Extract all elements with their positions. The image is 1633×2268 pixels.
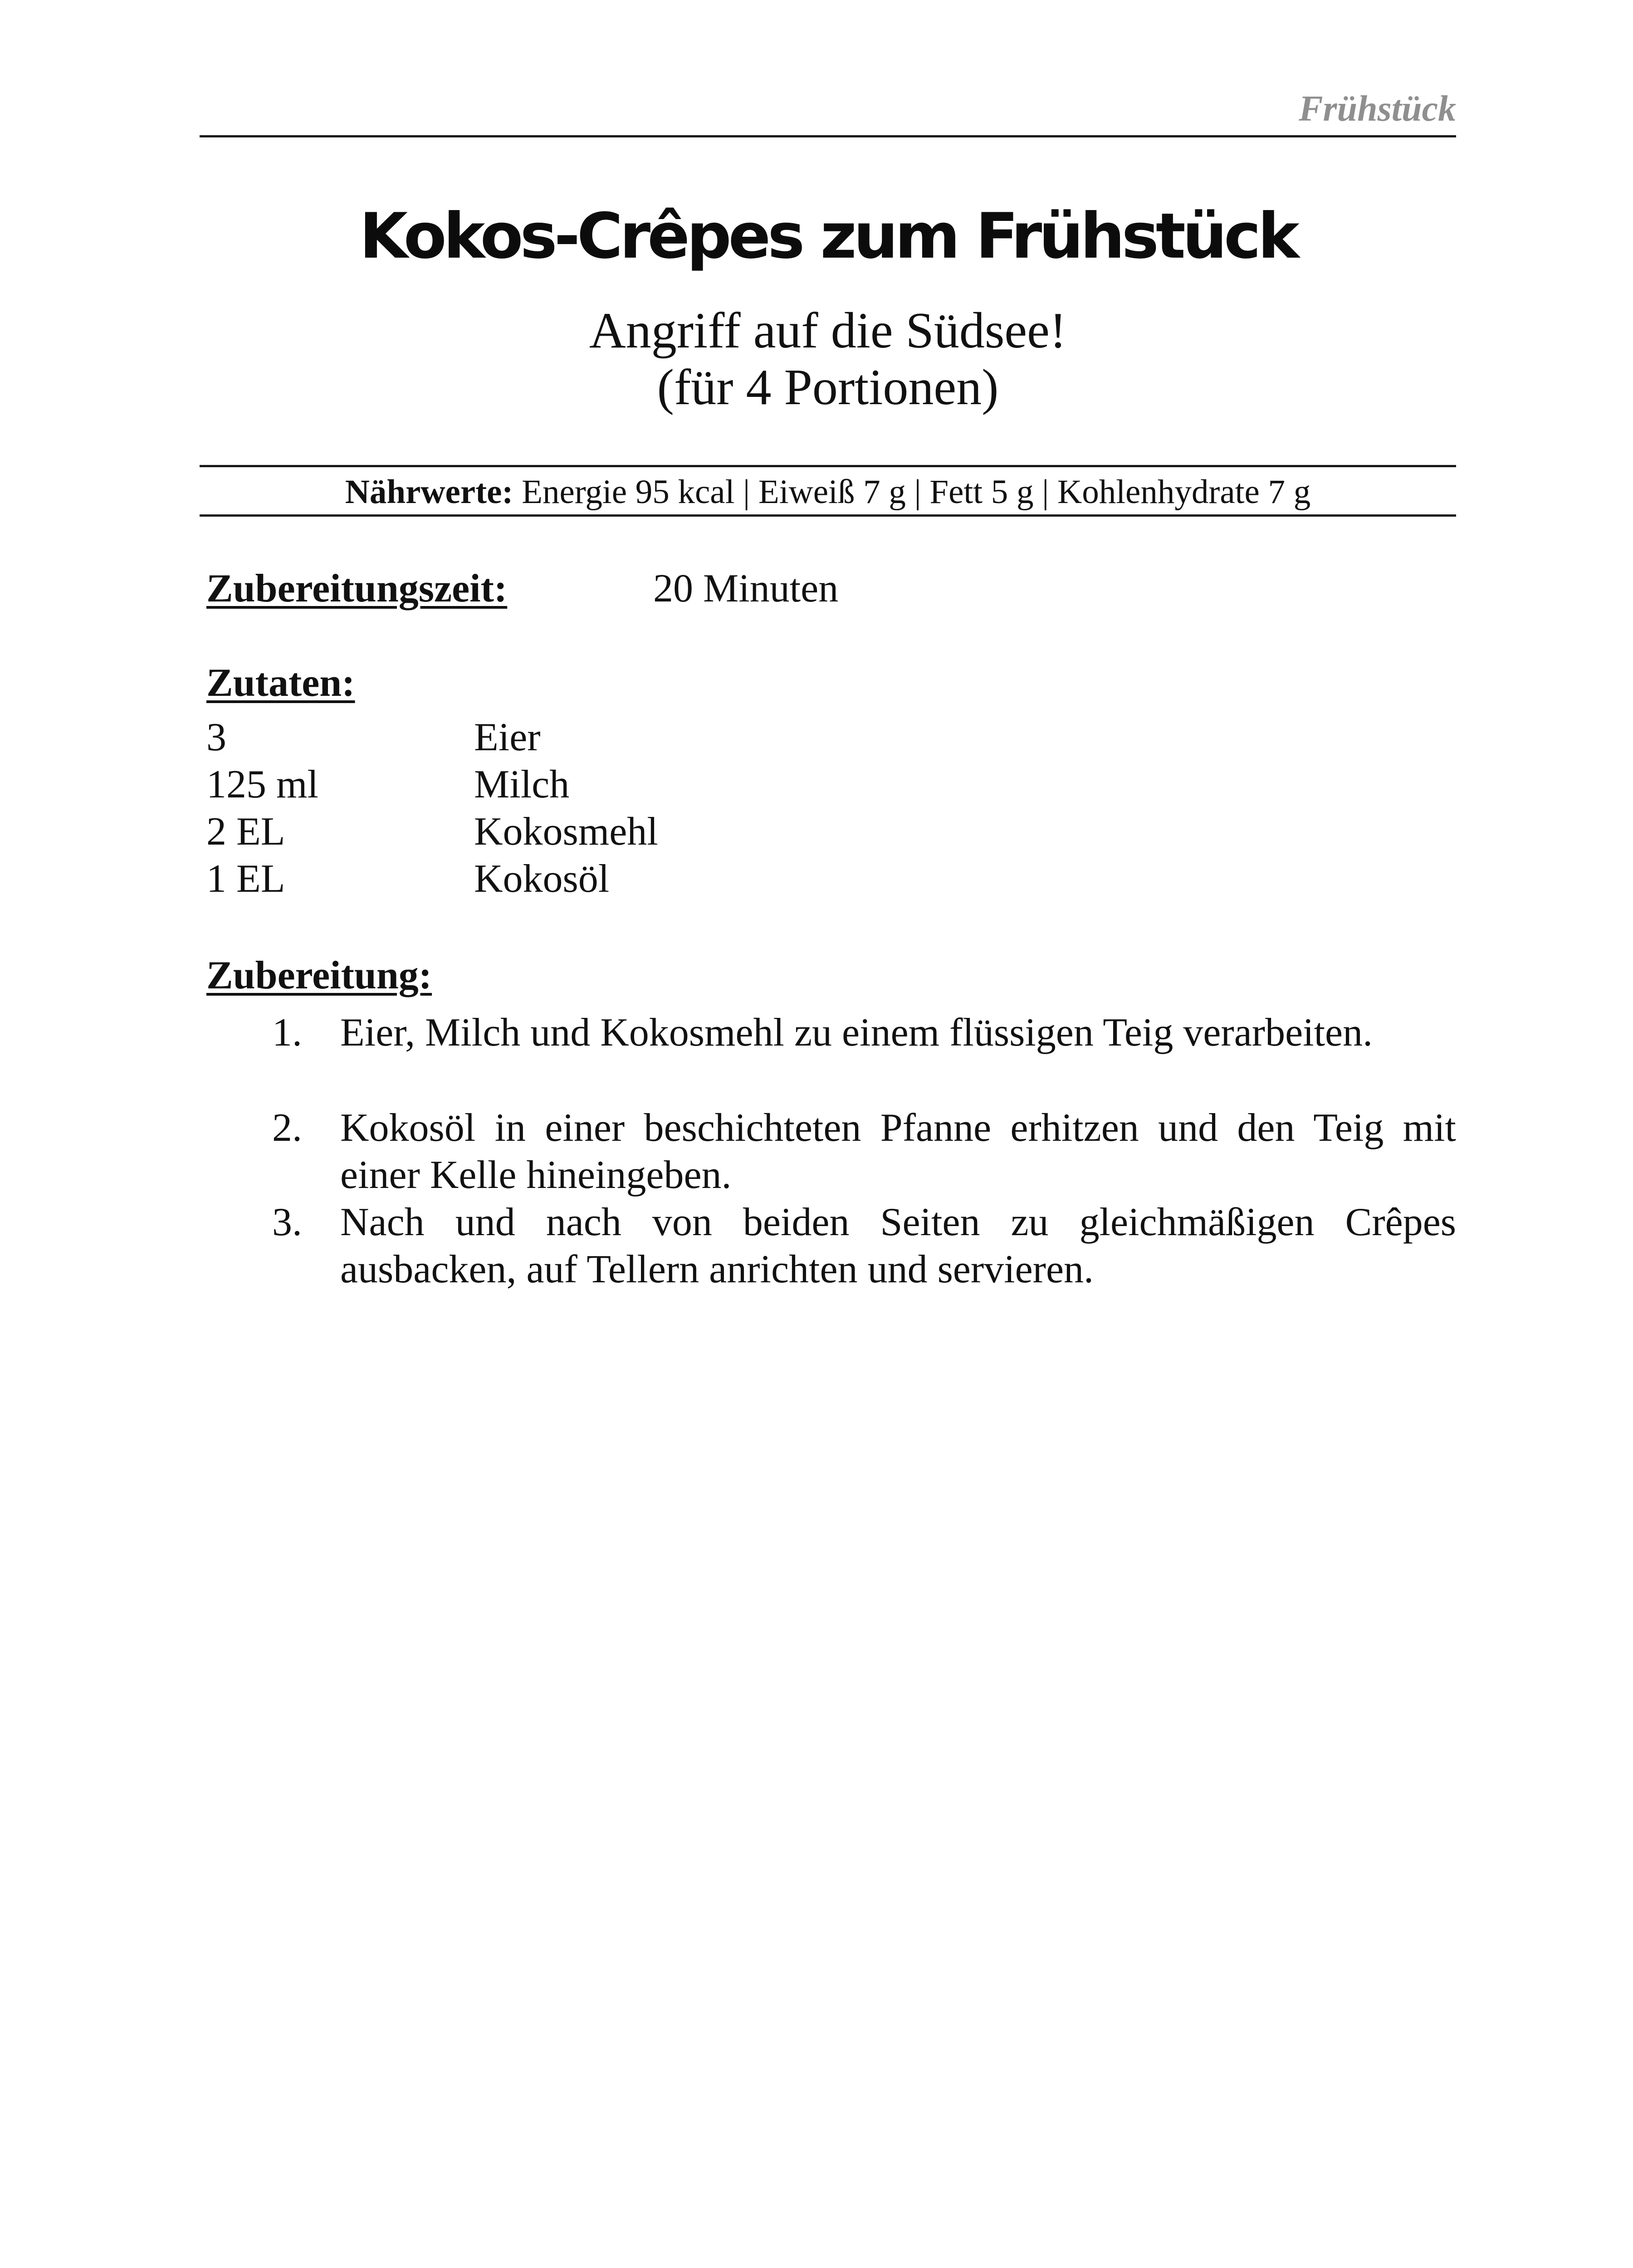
ingredients-label: Zutaten: <box>206 661 355 705</box>
step-text: Eier, Milch und Kokosmehl zu einem flüssigen Teig verarbeiten. <box>340 1011 1373 1055</box>
step-text: Kokosöl in einer beschichteten Pfanne erhitzen und den Teig mit einer Kelle hineingeben. <box>340 1106 1456 1197</box>
recipe-servings: (für 4 Portionen) <box>657 359 999 415</box>
nutrition-label: Nährwerte: <box>345 473 513 511</box>
ingredient-row <box>206 809 1114 856</box>
ingredient-row <box>206 714 1114 762</box>
recipe-title: Kokos-Crêpes zum Frühstück <box>359 200 1296 273</box>
ingredient-name: Eier <box>474 715 541 759</box>
step-number: 1. <box>272 1011 302 1055</box>
header-rule <box>200 135 1456 137</box>
step-number: 2. <box>272 1106 302 1150</box>
prep-time-value: 20 Minuten <box>653 567 839 611</box>
prep-time-label: Zubereitungszeit: <box>206 567 508 611</box>
ingredient-qty: 125 ml <box>206 763 318 807</box>
ingredient-name: Kokosöl <box>474 857 610 901</box>
preparation-label: Zubereitung: <box>206 953 432 997</box>
recipe-subtitle: Angriff auf die Südsee! <box>589 303 1067 359</box>
nutrition-bottom-rule <box>200 514 1456 517</box>
step-number: 3. <box>272 1200 302 1244</box>
running-header: Frühstück <box>1299 89 1456 129</box>
nutrition-values: Energie 95 kcal | Eiweiß 7 g | Fett 5 g | Kohlenhydrate 7 g <box>522 473 1311 511</box>
ingredient-qty: 3 <box>206 715 226 759</box>
ingredient-row <box>206 856 1114 904</box>
step-text: Nach und nach von beiden Seiten zu gleichmäßigen Crêpes ausbacken, auf Tellern anrichten und servieren. <box>340 1200 1456 1291</box>
ingredient-name: Kokosmehl <box>474 810 658 854</box>
nutrition-top-rule <box>200 465 1456 467</box>
ingredient-name: Milch <box>474 763 570 807</box>
nutrition-info <box>200 473 1456 512</box>
ingredient-qty: 2 EL <box>206 810 285 854</box>
ingredient-qty: 1 EL <box>206 857 285 901</box>
ingredient-row <box>206 762 1114 809</box>
